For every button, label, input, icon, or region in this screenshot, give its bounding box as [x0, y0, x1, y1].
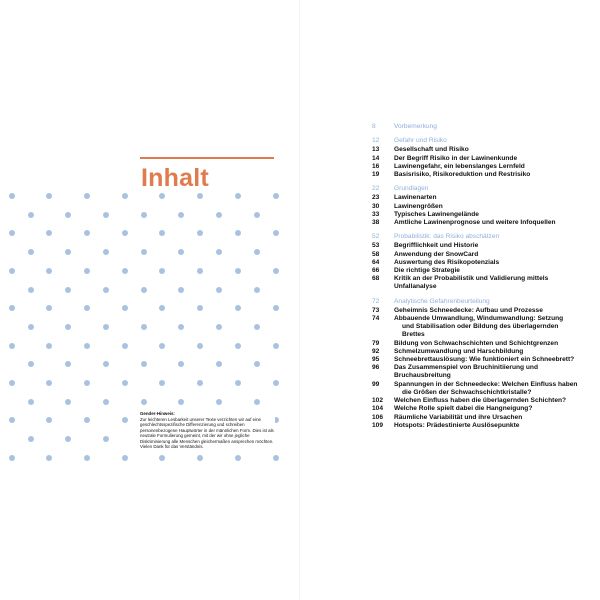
pattern-dot: [159, 230, 165, 236]
pattern-dot: [9, 380, 15, 386]
pattern-dot: [65, 212, 71, 218]
toc-page-number: 22: [372, 185, 380, 193]
pattern-dot: [84, 455, 90, 461]
pattern-dot: [65, 436, 71, 442]
pattern-dot: [178, 249, 184, 255]
pattern-dot: [122, 193, 128, 199]
pattern-dot: [273, 268, 279, 274]
pattern-dot: [235, 193, 241, 199]
pattern-dot: [46, 380, 52, 386]
toc-entry-text: Auswertung des Risikopotenzials: [394, 258, 500, 266]
pattern-dot: [84, 193, 90, 199]
toc-page-number: 96: [372, 364, 380, 372]
title-rule: [140, 157, 274, 159]
toc-section-analytische: [372, 298, 582, 430]
pattern-dot: [141, 249, 147, 255]
toc-page-number: 13: [372, 146, 380, 154]
toc-page-number: 92: [372, 347, 380, 355]
toc-entry: [372, 219, 582, 227]
toc-entry: [372, 275, 582, 291]
toc-entry-text: Typisches Lawinengelände: [394, 210, 479, 218]
pattern-dot: [254, 324, 260, 330]
toc-entry: [372, 364, 582, 380]
pattern-dot: [103, 287, 109, 293]
pattern-dot: [9, 305, 15, 311]
pattern-dot: [46, 417, 52, 423]
pattern-dot: [178, 287, 184, 293]
pattern-dot: [9, 193, 15, 199]
toc-entry-text: Lawinengrößen: [394, 202, 443, 210]
pattern-dot: [103, 249, 109, 255]
toc-entry-text: Hotspots: Prädestinierte Auslösepunkte: [394, 421, 520, 429]
pattern-dot: [65, 361, 71, 367]
toc-heading-text: Vorbemerkung: [394, 123, 437, 130]
toc-entry-text: Lawinenarten: [394, 194, 437, 202]
pattern-dot: [216, 249, 222, 255]
pattern-dot: [46, 193, 52, 199]
pattern-dot: [159, 343, 165, 349]
toc-entry-text: Der Begriff Risiko in der Lawinenkunde: [394, 154, 518, 162]
pattern-dot: [9, 343, 15, 349]
toc-page-number: 64: [372, 258, 380, 266]
pattern-dot: [254, 287, 260, 293]
toc-heading-text: Grundlagen: [394, 185, 429, 193]
pattern-dot: [46, 305, 52, 311]
toc-entry-text: Abbauende Umwandlung, Windumwandlung: Setzung: [394, 315, 564, 323]
toc-entry-text: Das Zusammenspiel von Bruchinitiierung und Bruchausbreitung: [394, 364, 538, 380]
toc-entry: [372, 340, 582, 348]
pattern-dot: [28, 287, 34, 293]
pattern-dot: [84, 380, 90, 386]
toc-page-number: 14: [372, 154, 380, 162]
pattern-dot: [141, 287, 147, 293]
pattern-dot: [65, 324, 71, 330]
pattern-dot: [178, 361, 184, 367]
toc-entry: [372, 155, 582, 163]
pattern-dot: [122, 305, 128, 311]
toc-entry: [372, 211, 582, 219]
pattern-dot: [216, 399, 222, 405]
toc-entry: [372, 356, 582, 364]
pattern-dot: [235, 455, 241, 461]
pattern-dot: [122, 230, 128, 236]
toc-page-number: 16: [372, 162, 380, 170]
toc-section-vorbemerkung: [372, 123, 582, 131]
toc-page-number: 68: [372, 275, 380, 283]
pattern-dot: [103, 212, 109, 218]
toc-entry: [372, 422, 582, 430]
toc-page-number: 109: [372, 421, 384, 429]
toc-section-probabilistik: [372, 233, 582, 291]
toc-heading-text: Analytische Gefahrenbeurteilung: [394, 297, 490, 305]
toc-section-heading: [372, 298, 582, 306]
pattern-dot: [122, 343, 128, 349]
pattern-dot: [84, 230, 90, 236]
toc-entry-text: Basisrisiko, Risikoreduktion und Restrisiko: [394, 171, 531, 179]
toc-section-gefahr-risiko: [372, 137, 582, 179]
toc-entry: [372, 307, 582, 315]
toc-entry-text: Begrifflichkeit und Historie: [394, 242, 479, 250]
pattern-dot: [28, 249, 34, 255]
pattern-dot: [197, 268, 203, 274]
pattern-dot: [103, 324, 109, 330]
toc-page-number: 19: [372, 171, 380, 179]
pattern-dot: [28, 436, 34, 442]
pattern-dot: [46, 230, 52, 236]
table-of-contents: [372, 123, 582, 436]
pattern-dot: [84, 305, 90, 311]
toc-entry-text: Welche Rolle spielt dabei die Hangneigung?: [394, 405, 533, 413]
pattern-dot: [9, 268, 15, 274]
toc-page-number: 8: [372, 123, 376, 130]
toc-page-number: 104: [372, 405, 384, 413]
toc-entry: [372, 267, 582, 275]
toc-section-heading: [372, 185, 582, 193]
gender-note-text: Zur leichteren Lesbarkeit unserer Texte verzichten wir auf eine geschlechtsspezifische Differenzierung und schreiben personenbezogene Hauptwörter in der männlichen Form. Dies ist als neutrale Formulierung gemeint, mit der wir ohne jegliche Diskriminierung alle Menschen gleichermaßen ansprechen möchten. Vielen Dank für das Verständnis.: [140, 416, 274, 449]
pattern-dot: [46, 343, 52, 349]
pattern-dot: [235, 305, 241, 311]
pattern-dot: [273, 305, 279, 311]
pattern-dot: [254, 249, 260, 255]
pattern-dot: [84, 343, 90, 349]
pattern-dot: [235, 380, 241, 386]
toc-entry-text: Räumliche Variabilität und ihre Ursachen: [394, 413, 523, 421]
pattern-dot: [235, 268, 241, 274]
toc-entry: [372, 203, 582, 211]
toc-entry-text: Die richtige Strategie: [394, 267, 460, 275]
pattern-dot: [197, 193, 203, 199]
toc-entry: [372, 381, 582, 389]
toc-entry-text: Anwendung der SnowCard: [394, 250, 479, 258]
toc-entry: [372, 405, 582, 413]
pattern-dot: [122, 380, 128, 386]
pattern-dot: [197, 230, 203, 236]
toc-page-number: 52: [372, 233, 380, 241]
page-title: Inhalt: [141, 164, 215, 193]
toc-page-number: 53: [372, 242, 380, 250]
pattern-dot: [159, 193, 165, 199]
pattern-dot: [28, 361, 34, 367]
toc-entry: [372, 251, 582, 259]
toc-entry-text: Gesellschaft und Risiko: [394, 146, 469, 154]
pattern-dot: [216, 361, 222, 367]
toc-section-heading: [372, 137, 582, 145]
toc-entry-continuation: [372, 389, 582, 397]
pattern-dot: [178, 324, 184, 330]
toc-page-number: 79: [372, 339, 380, 347]
toc-page-number: 72: [372, 297, 380, 305]
pattern-dot: [28, 399, 34, 405]
pattern-dot: [28, 212, 34, 218]
toc-page-number: 33: [372, 210, 380, 218]
toc-page-number: 106: [372, 413, 384, 421]
pattern-dot: [28, 324, 34, 330]
toc-entry: [372, 259, 582, 267]
pattern-dot: [65, 249, 71, 255]
pattern-dot: [273, 455, 279, 461]
pattern-dot: [197, 343, 203, 349]
pattern-dot: [122, 417, 128, 423]
pattern-dot: [46, 268, 52, 274]
pattern-dot: [159, 305, 165, 311]
pattern-dot: [46, 455, 52, 461]
toc-page-number: 73: [372, 306, 380, 314]
pattern-dot: [178, 399, 184, 405]
toc-entry-text: die Größen der Schwachschichtkristalle?: [402, 388, 532, 396]
pattern-dot: [273, 193, 279, 199]
toc-page-number: 23: [372, 194, 380, 202]
toc-page-number: 12: [372, 137, 380, 145]
pattern-dot: [254, 361, 260, 367]
pattern-dot: [141, 361, 147, 367]
toc-entry-text: Geheimnis Schneedecke: Aufbau und Prozesse: [394, 306, 543, 314]
pattern-dot: [103, 436, 109, 442]
toc-entry-text: und Stabilisation oder Bildung des überlagernden Brettes: [402, 323, 559, 339]
pattern-dot: [235, 230, 241, 236]
toc-entry: [372, 397, 582, 405]
toc-entry: [372, 348, 582, 356]
toc-section-grundlagen: [372, 185, 582, 227]
pattern-dot: [141, 324, 147, 330]
pattern-dot: [103, 399, 109, 405]
toc-entry: [372, 194, 582, 202]
toc-page-number: 66: [372, 267, 380, 275]
pattern-dot: [216, 212, 222, 218]
toc-entry: [372, 315, 582, 323]
pattern-dot: [273, 380, 279, 386]
pattern-dot: [122, 455, 128, 461]
pattern-dot: [197, 380, 203, 386]
pattern-dot: [141, 212, 147, 218]
pattern-dot: [254, 399, 260, 405]
pattern-dot: [159, 455, 165, 461]
toc-page-number: 74: [372, 315, 380, 323]
toc-entry: [372, 146, 582, 154]
toc-entry-text: Lawinengefahr, ein lebenslanges Lernfeld: [394, 162, 525, 170]
pattern-dot: [9, 455, 15, 461]
pattern-dot: [84, 268, 90, 274]
pattern-dot: [103, 361, 109, 367]
pattern-dot: [197, 305, 203, 311]
pattern-dot: [65, 287, 71, 293]
pattern-dot: [9, 417, 15, 423]
pattern-dot: [273, 230, 279, 236]
pattern-dot: [235, 343, 241, 349]
gender-note: [140, 411, 275, 450]
pattern-dot: [9, 230, 15, 236]
gender-note-title: Gender-Hinweis:: [140, 411, 175, 416]
toc-page-number: 30: [372, 202, 380, 210]
pattern-dot: [65, 399, 71, 405]
pattern-dot: [216, 287, 222, 293]
toc-entry: [372, 171, 582, 179]
toc-page-number: 102: [372, 397, 384, 405]
toc-section-heading: [372, 123, 582, 131]
pattern-dot: [254, 212, 260, 218]
toc-heading-text: Gefahr und Risiko: [394, 137, 447, 145]
toc-entry-text: Welchen Einfluss haben die überlagernden Schichten?: [394, 397, 567, 405]
pattern-dot: [122, 268, 128, 274]
toc-entry: [372, 163, 582, 171]
toc-section-heading: [372, 233, 582, 241]
toc-page-number: 58: [372, 250, 380, 258]
pattern-dot: [197, 455, 203, 461]
pattern-dot: [141, 399, 147, 405]
toc-entry: [372, 242, 582, 250]
toc-page-number: 38: [372, 219, 380, 227]
toc-entry-continuation: [372, 323, 582, 339]
toc-entry-text: Bildung von Schwachschichten und Schichtgrenzen: [394, 339, 559, 347]
pattern-dot: [159, 268, 165, 274]
toc-entry-text: Amtliche Lawinenprognose und weitere Infoquellen: [394, 219, 556, 227]
toc-page-number: 99: [372, 380, 380, 388]
pattern-dot: [178, 212, 184, 218]
pattern-dot: [216, 324, 222, 330]
toc-entry-text: Schmelzumwandlung und Harschbildung: [394, 347, 524, 355]
toc-heading-text: Probabilistik: das Risiko abschätzen: [394, 233, 500, 241]
toc-entry-text: Schneebrettauslösung: Wie funktioniert ein Schneebrett?: [394, 356, 575, 364]
pattern-dot: [159, 380, 165, 386]
pattern-dot: [273, 343, 279, 349]
toc-page-number: 95: [372, 356, 380, 364]
toc-entry-text: Kritik an der Probabilistik und Validierung mittels Unfallanalyse: [394, 275, 549, 291]
pattern-dot: [84, 417, 90, 423]
toc-entry: [372, 414, 582, 422]
toc-entry-text: Spannungen in der Schneedecke: Welchen Einfluss haben: [394, 380, 578, 388]
